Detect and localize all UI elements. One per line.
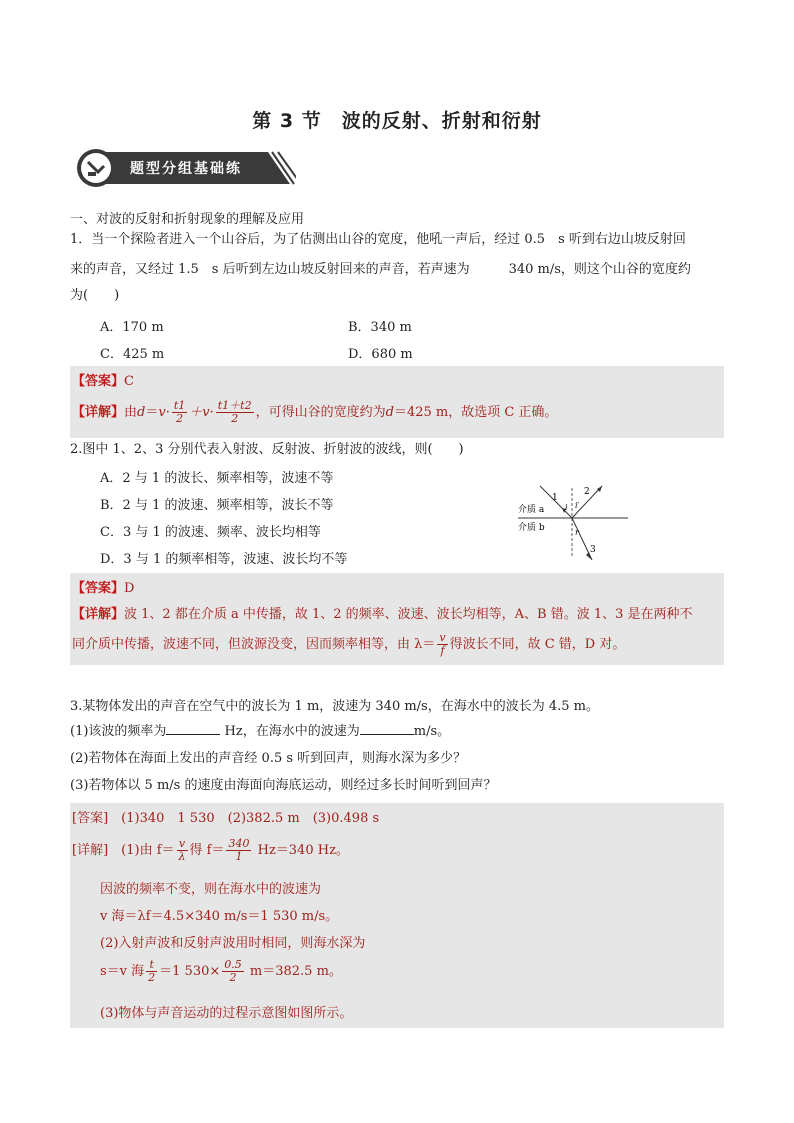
detail-text: Hz＝340 Hz。: [253, 843, 349, 858]
q3-detail-line6: (3)物体与声音运动的过程示意图如图所示。: [100, 1006, 353, 1021]
frac-den: 2: [148, 971, 156, 984]
frac-num: t1＋t2: [217, 399, 252, 412]
answer-value: D: [124, 581, 135, 596]
frac-num: t1: [173, 399, 186, 412]
q3-sub1-text: m/s。: [413, 724, 451, 739]
q3-detail-line1: [72, 836, 349, 866]
medium-b-label: 介质 b: [518, 523, 545, 533]
var-d: d: [137, 405, 146, 420]
detail-text: ＝: [145, 405, 159, 420]
detail-text: ，可得山谷的宽度约为: [255, 405, 386, 420]
detail-text: ＝425 m，故选项 C 正确。: [393, 405, 558, 420]
q3-sub1-text: Hz，在海水中的波速为: [220, 724, 360, 739]
fraction: [146, 959, 157, 984]
label-i-prime: i′: [575, 501, 580, 510]
detail-text: s＝v 海: [100, 964, 145, 979]
fraction: [437, 632, 447, 657]
frac-den: 1: [235, 850, 243, 863]
label-r: r: [575, 528, 579, 537]
q1-line3: 为( ): [70, 288, 120, 303]
frac-num: 0.5: [224, 958, 242, 971]
detail-text: 得波长不同，故 C 错，D 对。: [449, 637, 626, 652]
label-3: 3: [590, 545, 596, 555]
q3-answer: [72, 807, 379, 826]
q2-detail-line1: [72, 603, 693, 622]
var-d: d: [385, 405, 394, 420]
frac-num: 340: [228, 837, 250, 850]
detail-tag: [详解]: [72, 843, 109, 858]
detail-text: 由: [124, 405, 138, 420]
medium-a-label: 介质 a: [518, 505, 545, 515]
frac-num: v: [177, 838, 188, 851]
frac-den: 2: [231, 412, 239, 425]
answer-tag: 【答案】: [72, 374, 125, 389]
frac-num: t: [146, 959, 157, 972]
q3-sub1-text: (1)该波的频率为: [70, 724, 167, 739]
q1-line2: 来的声音，又经过 1.5 s 后听到左边山坡反射回来的声音，若声速为 340 m/s，则这个山谷的宽度约: [70, 262, 691, 277]
q3-stem: 3.某物体发出的声音在空气中的波长为 1 m，波速为 340 m/s，在海水中的波长为 4.5 m。: [70, 699, 599, 714]
q2-option-b: B．2 与 1 的波速、频率相等，波长不等: [100, 498, 334, 513]
answer-value: (1)340 1 530 (2)382.5 m (3)0.498 s: [121, 811, 380, 826]
frac-num: v: [439, 631, 446, 644]
detail-text: 波 1、2 都在介质 a 中传播，故 1、2 的频率、波速、波长均相等，A、B 错。波 1、3 是在两种不: [124, 607, 693, 622]
detail-tag: 【详解】: [72, 607, 125, 622]
q3-sub1: [70, 722, 450, 742]
answer-value: C: [124, 374, 134, 389]
frac-den: 2: [176, 412, 184, 425]
q1-line1: 1．当一个探险者进入一个山谷后，为了估测出山谷的宽度，他吼一声后，经过 0.5 s 听到右边山坡反射回: [70, 232, 686, 247]
q1-answer: [72, 370, 134, 389]
q3-detail-line2: 因波的频率不变，则在海水中的波速为: [100, 882, 322, 897]
answer-blank: [166, 722, 220, 735]
detail-text: 得 f＝: [189, 843, 225, 858]
q1-option-c: C．425 m: [100, 347, 165, 362]
q2-answer: [72, 577, 134, 596]
detail-text: m＝382.5 m。: [245, 964, 342, 979]
q2-stem: 2.图中 1、2、3 分别代表入射波、反射波、折射波的波线，则( ): [70, 442, 464, 457]
detail-text: (1)由 f＝: [121, 843, 175, 858]
section-heading: 一、对波的反射和折射现象的理解及应用: [70, 212, 305, 227]
fraction: [177, 838, 188, 863]
var-v: v·: [158, 405, 170, 420]
q2-option-c: C．3 与 1 的波速、频率、波长均相等: [100, 525, 321, 540]
q3-sub3: (3)若物体以 5 m/s 的速度由海面向海底运动，则经过多长时间听到回声？: [70, 778, 497, 793]
frac-den: 2: [229, 971, 237, 984]
q1-option-b: B．340 m: [348, 320, 412, 335]
section-banner: [76, 148, 296, 188]
label-1: 1: [552, 493, 558, 503]
answer-tag: [答案]: [72, 811, 109, 826]
fraction: [172, 400, 187, 425]
detail-text: 同介质中传播，波速不同，但波源没变，因而频率相等，由 λ＝: [72, 637, 436, 652]
fraction: [216, 400, 254, 425]
frac-den: f: [440, 644, 445, 657]
detail-tag: 【详解】: [72, 405, 125, 420]
var-v: ＋v·: [189, 405, 214, 420]
detail-text: ＝1 530×: [159, 964, 221, 979]
frac-den: λ: [178, 850, 186, 863]
wave-diagram: [510, 478, 635, 568]
answer-tag: 【答案】: [72, 581, 125, 596]
fraction: [222, 959, 244, 984]
page-title: 第 3 节 波的反射、折射和衍射: [252, 110, 542, 132]
fraction: [226, 838, 251, 863]
q2-option-a: A．2 与 1 的波长、频率相等，波速不等: [100, 471, 334, 486]
q1-detail: [72, 398, 557, 428]
q3-detail-line4: (2)入射声波和反射声波用时相同，则海水深为: [100, 936, 366, 951]
q3-detail-line3: v 海＝λf＝4.5×340 m/s＝1 530 m/s。: [100, 909, 339, 924]
q3-sub2: (2)若物体在海面上发出的声音经 0.5 s 听到回声，则海水深为多少？: [70, 751, 467, 766]
label-2: 2: [584, 487, 590, 497]
answer-blank: [360, 722, 414, 735]
q3-detail-line5: [100, 957, 342, 987]
q2-detail-line2: [72, 630, 625, 660]
q1-option-d: D．680 m: [348, 347, 413, 362]
label-i: i: [565, 503, 568, 512]
q2-option-d: D．3 与 1 的频率相等，波速、波长均不等: [100, 552, 348, 567]
q1-option-a: A．170 m: [100, 320, 164, 335]
banner-label: 题型分组基础练: [130, 161, 242, 177]
